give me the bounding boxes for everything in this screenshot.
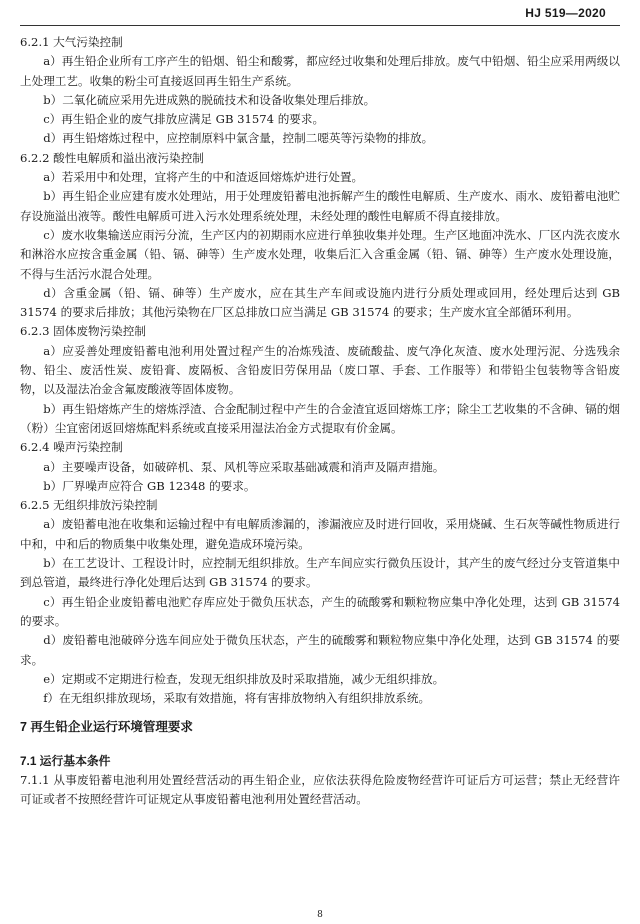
- paragraph: c）废水收集输送应雨污分流，生产区内的初期雨水应进行单独收集并处理。生产区地面冲洗水、厂区内洗衣废水和淋浴水应按含重金属（铅、镉、砷等）生产废水处理，收集后汇入含重金属（铅、镉、砷等）生产废水处理设施，不得与生活污水混合处理。: [20, 227, 620, 281]
- header-rule: [20, 25, 620, 26]
- paragraph: f）在无组织排放现场，采取有效措施，将有害排放物纳入有组织排放系统。: [43, 691, 431, 706]
- paragraph: d）含重金属（铅、镉、砷等）生产废水，应在其生产车间或设施内进行分质处理或回用，经处理后达到 GB 31574 的要求后排放；其他污染物在厂区总排放口应当满足 GB 31574 的要求；生产废水宜全部循环利用。: [20, 285, 620, 320]
- section-heading: 6.2.1 大气污染控制: [20, 35, 123, 49]
- section-heading: 6.2.5 无组织排放污染控制: [20, 498, 158, 513]
- subchapter-heading: 7.1 运行基本条件: [20, 753, 111, 768]
- paragraph: a）再生铅企业所有工序产生的铅烟、铅尘和酸雾，都应经过收集和处理后排放。废气中铅烟、铅尘应采用两级以上处理工艺。收集的粉尘可直接返回再生铅生产系统。: [20, 54, 620, 88]
- chapter-heading: 7 再生铅企业运行环境管理要求: [20, 720, 193, 735]
- section-6-2-3: [20, 322, 620, 438]
- paragraph: a）废铅蓄电池在收集和运输过程中有电解质渗漏的，渗漏液应及时进行回收，采用烧碱、生石灰等碱性物质进行中和，中和后的物质集中收集处理，避免造成环境污染。: [20, 517, 620, 551]
- paragraph: c）再生铅企业的废气排放应满足 GB 31574 的要求。: [43, 112, 325, 127]
- page-number: 8: [317, 910, 323, 920]
- paragraph: b）在工艺设计、工程设计时，应控制无组织排放。生产车间应实行微负压设计，其产生的废气经过分支管道集中到总管道，最终进行净化处理后达到 GB 31574 的要求。: [20, 556, 620, 590]
- paragraph: b）再生铅企业应建有废水处理站，用于处理废铅蓄电池拆解产生的酸性电解质、生产废水、雨水、废铅蓄电池贮存设施溢出液等。酸性电解质可进入污水处理系统处理，未经处理的酸性电解质不得直接排放。: [20, 189, 620, 223]
- paragraph: b）再生铅熔炼产生的熔炼浮渣、合金配制过程中产生的合金渣宜返回熔炼工序；除尘工艺收集的不含砷、镉的烟（粉）尘宜密闭返回熔炼配料系统或直接采用湿法冶金方式提取有价金属。: [20, 401, 620, 435]
- section-6-2-4: [20, 438, 620, 496]
- section-6-2-1: [20, 33, 620, 149]
- paragraph: a）主要噪声设备，如破碎机、泵、风机等应采取基础减震和消声及隔声措施。: [43, 459, 445, 474]
- document-code: HJ 519—2020: [525, 6, 606, 20]
- section-6-2-5: [20, 496, 620, 708]
- paragraph: e）定期或不定期进行检查，发现无组织排放及时采取措施，减少无组织排放。: [43, 671, 445, 686]
- paragraph: b）厂界噪声应符合 GB 12348 的要求。: [43, 478, 256, 493]
- paragraph: d）废铅蓄电池破碎分选车间应处于微负压状态，产生的硫酸雾和颗粒物应集中净化处理，达到 GB 31574 的要求。: [20, 633, 620, 667]
- section-heading: 6.2.4 噪声污染控制: [20, 440, 123, 455]
- paragraph: b）二氧化硫应采用先进成熟的脱硫技术和设备收集处理后排放。: [43, 92, 376, 107]
- paragraph: c）再生铅企业废铅蓄电池贮存库应处于微负压状态，产生的硫酸雾和颗粒物应集中净化处理，达到 GB 31574 的要求。: [20, 594, 620, 628]
- section-heading: 6.2.2 酸性电解质和溢出液污染控制: [20, 150, 204, 165]
- paragraph: a）应妥善处理废铅蓄电池利用处置过程产生的冶炼残渣、废硫酸盐、废气净化灰渣、废水处理污泥、分选残余物、铅尘、废活性炭、废铅膏、废隔板、含铅废旧劳保用品（废口罩、手套、工作服等）和带铅尘包装物等含铅废物，以及湿法冶金含氟废酸液等固体废物。: [20, 343, 620, 397]
- section-6-2-2: [20, 149, 620, 323]
- paragraph: d）再生铅熔炼过程中，应控制原料中氯含量，控制二噁英等污染物的排放。: [43, 131, 434, 146]
- page-body: [20, 33, 620, 810]
- paragraph: a）若采用中和处理，宜将产生的中和渣返回熔炼炉进行处置。: [43, 170, 364, 185]
- paragraph: 7.1.1 从事废铅蓄电池利用处置经营活动的再生铅企业，应依法获得危险废物经营许可证后方可运营；禁止无经营许可证或者不按照经营许可证规定从事废铅蓄电池利用处置经营活动。: [20, 772, 620, 807]
- section-heading: 6.2.3 固体废物污染控制: [20, 324, 146, 339]
